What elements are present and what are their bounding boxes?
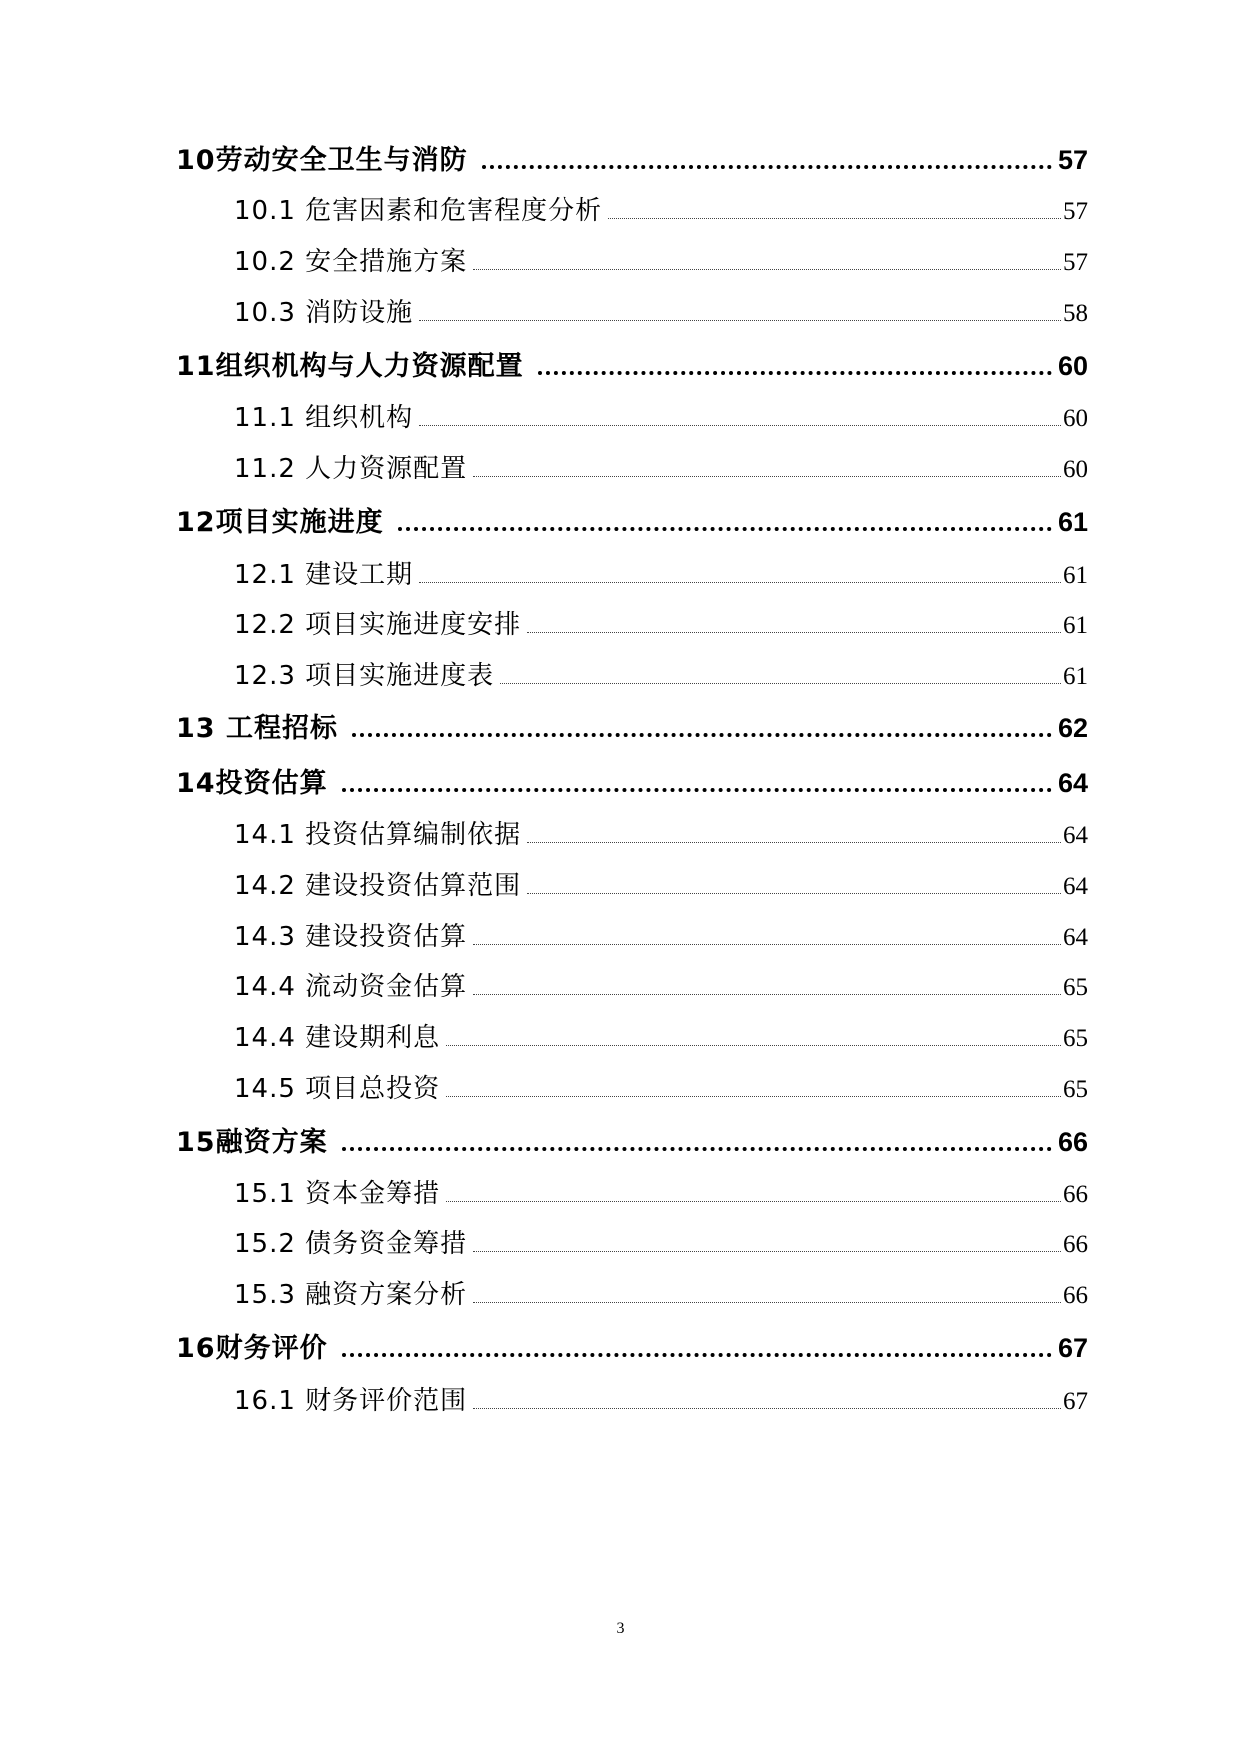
toc-entry-page: 65 — [1063, 1076, 1088, 1103]
toc-section-entry[interactable] — [234, 397, 1088, 434]
toc-entry-title: 15融资方案 — [176, 1127, 328, 1158]
toc-entry-page: 65 — [1063, 974, 1088, 1001]
toc-section-entry[interactable] — [234, 241, 1088, 278]
toc-dot-leader — [482, 165, 1052, 169]
toc-dot-leader — [473, 994, 1061, 995]
toc-entry-page: 65 — [1063, 1025, 1088, 1052]
toc-entry-title: 11组织机构与人力资源配置 — [176, 351, 524, 382]
toc-dot-leader — [446, 1201, 1061, 1202]
toc-entry-page: 66 — [1063, 1282, 1088, 1309]
toc-entry-title: 12.3 项目实施进度表 — [234, 661, 495, 691]
toc-entry-title: 12.1 建设工期 — [234, 560, 414, 590]
toc-section-entry[interactable] — [234, 1068, 1088, 1105]
toc-chapter-entry[interactable] — [176, 138, 1088, 177]
toc-entry-page: 61 — [1063, 562, 1088, 589]
toc-entry-title: 15.2 债务资金筹措 — [234, 1229, 468, 1259]
toc-entry-page: 57 — [1057, 145, 1088, 175]
toc-dot-leader — [527, 842, 1061, 843]
toc-entry-title: 14.4 建设期利息 — [234, 1023, 441, 1053]
toc-dot-leader — [527, 893, 1061, 894]
toc-entry-page: 66 — [1063, 1181, 1088, 1208]
toc-entry-title: 14.5 项目总投资 — [234, 1074, 441, 1104]
toc-entry-title: 14.3 建设投资估算 — [234, 922, 468, 952]
toc-entry-title: 12.2 项目实施进度安排 — [234, 610, 522, 640]
toc-section-entry[interactable] — [234, 1017, 1088, 1054]
toc-chapter-entry[interactable] — [176, 344, 1088, 383]
toc-dot-leader — [608, 218, 1061, 219]
toc-dot-leader — [419, 582, 1061, 583]
toc-section-entry[interactable] — [234, 604, 1088, 641]
toc-entry-title: 10劳动安全卫生与消防 — [176, 145, 468, 176]
toc-entry-title: 12项目实施进度 — [176, 507, 384, 538]
toc-entry-page: 67 — [1057, 1333, 1088, 1363]
toc-dot-leader — [419, 425, 1061, 426]
toc-entry-page: 57 — [1063, 198, 1088, 225]
toc-entry-page: 60 — [1057, 351, 1088, 381]
toc-chapter-entry[interactable] — [176, 706, 1088, 745]
toc-dot-leader — [342, 1353, 1052, 1357]
toc-dot-leader — [446, 1045, 1061, 1046]
toc-section-entry[interactable] — [234, 554, 1088, 591]
toc-section-entry[interactable] — [234, 1173, 1088, 1210]
toc-dot-leader — [538, 371, 1052, 375]
toc-entry-page: 60 — [1063, 405, 1088, 432]
toc-dot-leader — [473, 1408, 1061, 1409]
toc-entry-page: 64 — [1063, 924, 1088, 951]
toc-entry-page: 64 — [1063, 873, 1088, 900]
toc-section-entry[interactable] — [234, 916, 1088, 953]
toc-dot-leader — [342, 1147, 1052, 1151]
toc-entry-title: 14投资估算 — [176, 768, 328, 799]
toc-entry-title: 10.3 消防设施 — [234, 298, 414, 328]
toc-dot-leader — [342, 788, 1052, 792]
page-number: 3 — [616, 1620, 625, 1637]
toc-entry-title: 11.1 组织机构 — [234, 403, 414, 433]
toc-entry-page: 66 — [1063, 1231, 1088, 1258]
toc-dot-leader — [446, 1096, 1061, 1097]
toc-entry-page: 64 — [1063, 822, 1088, 849]
toc-entry-page: 61 — [1063, 663, 1088, 690]
toc-entry-title: 11.2 人力资源配置 — [234, 454, 468, 484]
toc-entry-page: 66 — [1057, 1127, 1088, 1157]
toc-dot-leader — [500, 683, 1061, 684]
toc-entry-page: 58 — [1063, 300, 1088, 327]
toc-dot-leader — [473, 1251, 1061, 1252]
toc-entry-title: 15.3 融资方案分析 — [234, 1280, 468, 1310]
toc-section-entry[interactable] — [234, 1274, 1088, 1311]
toc-entry-title: 14.2 建设投资估算范围 — [234, 871, 522, 901]
toc-dot-leader — [473, 944, 1061, 945]
toc-dot-leader — [473, 269, 1061, 270]
toc-chapter-entry[interactable] — [176, 500, 1088, 539]
toc-entry-title: 14.1 投资估算编制依据 — [234, 820, 522, 850]
toc-entry-title: 10.2 安全措施方案 — [234, 247, 468, 277]
toc-section-entry[interactable] — [234, 448, 1088, 485]
toc-section-entry[interactable] — [234, 1380, 1088, 1417]
toc-section-entry[interactable] — [234, 292, 1088, 329]
toc-chapter-entry[interactable] — [176, 1120, 1088, 1159]
toc-entry-title: 15.1 资本金筹措 — [234, 1179, 441, 1209]
toc-entry-title: 16财务评价 — [176, 1333, 328, 1364]
toc-entry-page: 57 — [1063, 249, 1088, 276]
toc-section-entry[interactable] — [234, 190, 1088, 227]
toc-entry-page: 61 — [1057, 507, 1088, 537]
toc-section-entry[interactable] — [234, 865, 1088, 902]
toc-section-entry[interactable] — [234, 1223, 1088, 1260]
toc-dot-leader — [527, 632, 1061, 633]
toc-dot-leader — [473, 476, 1061, 477]
toc-section-entry[interactable] — [234, 655, 1088, 692]
toc-entry-page: 62 — [1057, 713, 1088, 743]
toc-entry-title: 16.1 财务评价范围 — [234, 1386, 468, 1416]
toc-dot-leader — [398, 527, 1052, 531]
toc-entry-title: 14.4 流动资金估算 — [234, 972, 468, 1002]
toc-section-entry[interactable] — [234, 966, 1088, 1003]
toc-entry-title: 10.1 危害因素和危害程度分析 — [234, 196, 603, 226]
toc-dot-leader — [419, 320, 1061, 321]
toc-chapter-entry[interactable] — [176, 761, 1088, 800]
toc-entry-page: 64 — [1057, 768, 1088, 798]
toc-dot-leader — [473, 1302, 1061, 1303]
toc-entry-title: 13 工程招标 — [176, 713, 338, 744]
toc-section-entry[interactable] — [234, 814, 1088, 851]
toc-entry-page: 67 — [1063, 1388, 1088, 1415]
toc-entry-page: 61 — [1063, 612, 1088, 639]
toc-entry-page: 60 — [1063, 456, 1088, 483]
toc-chapter-entry[interactable] — [176, 1326, 1088, 1365]
toc-dot-leader — [352, 733, 1052, 737]
